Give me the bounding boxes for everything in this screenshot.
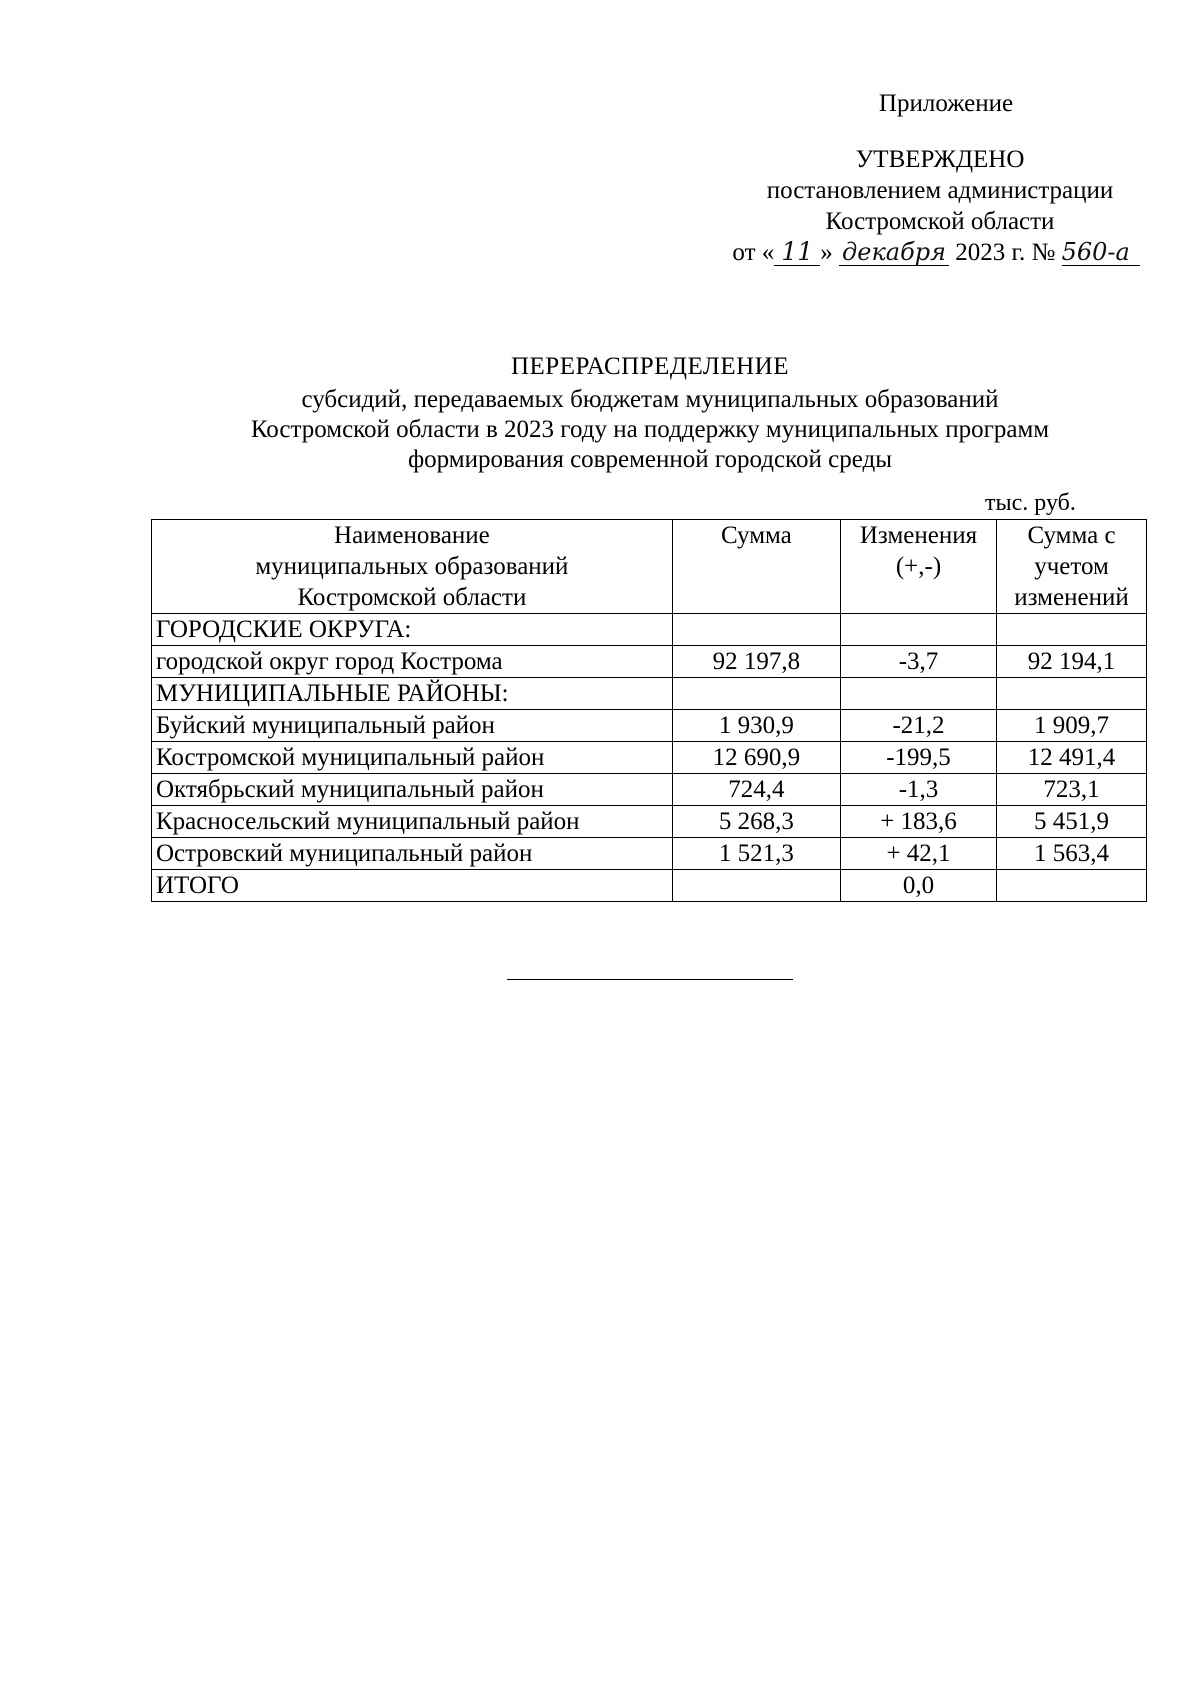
date-mid: » bbox=[820, 239, 833, 266]
table-row bbox=[152, 838, 1147, 870]
row-total: 5 451,9 bbox=[997, 806, 1147, 838]
row-sum: 5 268,3 bbox=[672, 806, 840, 838]
table-row bbox=[152, 614, 1147, 646]
header-change: Изменения (+,-) bbox=[840, 520, 996, 614]
row-name: Буйский муниципальный район bbox=[152, 710, 673, 742]
title-heading: ПЕРЕРАСПРЕДЕЛЕНИЕ bbox=[510, 353, 790, 380]
title-line-1: субсидий, передаваемых бюджетам муниципальных образований bbox=[301, 386, 999, 413]
subsidy-table bbox=[151, 519, 1147, 902]
doc-number-handwritten: 560-а bbox=[1062, 239, 1140, 266]
date-year: 2023 г. № bbox=[955, 239, 1056, 266]
row-change: -21,2 bbox=[840, 710, 996, 742]
end-separator-line bbox=[507, 979, 793, 980]
header-sum: Сумма bbox=[672, 520, 840, 614]
row-name: Красносельский муниципальный район bbox=[152, 806, 673, 838]
row-name: ГОРОДСКИЕ ОКРУГА: bbox=[152, 614, 673, 646]
row-sum bbox=[672, 870, 840, 902]
units-label: тыс. руб. bbox=[985, 490, 1076, 516]
row-total: 12 491,4 bbox=[997, 742, 1147, 774]
table-header-row bbox=[152, 520, 1147, 614]
table-row bbox=[152, 742, 1147, 774]
table-row bbox=[152, 646, 1147, 678]
row-name: ИТОГО bbox=[152, 870, 673, 902]
row-sum: 1 521,3 bbox=[672, 838, 840, 870]
row-total: 1 563,4 bbox=[997, 838, 1147, 870]
row-sum: 12 690,9 bbox=[672, 742, 840, 774]
row-total: 92 194,1 bbox=[997, 646, 1147, 678]
title-line-3: формирования современной городской среды bbox=[407, 446, 892, 473]
date-month-handwritten: декабря bbox=[839, 239, 949, 266]
table-row bbox=[152, 774, 1147, 806]
row-change bbox=[840, 678, 996, 710]
row-name: Костромской муниципальный район bbox=[152, 742, 673, 774]
row-sum: 1 930,9 bbox=[672, 710, 840, 742]
document-title bbox=[130, 352, 1170, 475]
row-sum: 724,4 bbox=[672, 774, 840, 806]
approval-date-line bbox=[730, 237, 1150, 268]
row-sum bbox=[672, 678, 840, 710]
row-sum: 92 197,8 bbox=[672, 646, 840, 678]
title-line-2: Костромской области в 2023 году на поддержку муниципальных программ bbox=[250, 416, 1050, 443]
row-name: Островский муниципальный район bbox=[152, 838, 673, 870]
header-total: Сумма с учетом изменений bbox=[997, 520, 1147, 614]
row-change: + 183,6 bbox=[840, 806, 996, 838]
row-total bbox=[997, 614, 1147, 646]
approval-line-2: Костромской области bbox=[825, 208, 1055, 235]
date-prefix: от « bbox=[732, 239, 775, 266]
row-name: Октябрьский муниципальный район bbox=[152, 774, 673, 806]
row-name: городской округ город Кострома bbox=[152, 646, 673, 678]
row-total bbox=[997, 870, 1147, 902]
approved-stamp-text: УТВЕРЖДЕНО bbox=[855, 146, 1025, 173]
date-day-handwritten: 11 bbox=[774, 239, 820, 266]
row-name: МУНИЦИПАЛЬНЫЕ РАЙОНЫ: bbox=[152, 678, 673, 710]
row-total: 1 909,7 bbox=[997, 710, 1147, 742]
row-sum bbox=[672, 614, 840, 646]
row-total bbox=[997, 678, 1147, 710]
row-change bbox=[840, 614, 996, 646]
row-change: 0,0 bbox=[840, 870, 996, 902]
row-total: 723,1 bbox=[997, 774, 1147, 806]
row-change: + 42,1 bbox=[840, 838, 996, 870]
table-row-total bbox=[152, 870, 1147, 902]
table-row bbox=[152, 678, 1147, 710]
row-change: -199,5 bbox=[840, 742, 996, 774]
approval-line-1: постановлением администрации bbox=[766, 177, 1114, 204]
table-row bbox=[152, 710, 1147, 742]
approval-block bbox=[730, 88, 1150, 268]
header-name: Наименование муниципальных образований Костромской области bbox=[152, 520, 673, 614]
row-change: -1,3 bbox=[840, 774, 996, 806]
row-change: -3,7 bbox=[840, 646, 996, 678]
table-row bbox=[152, 806, 1147, 838]
appendix-label: Приложение bbox=[878, 90, 1014, 117]
